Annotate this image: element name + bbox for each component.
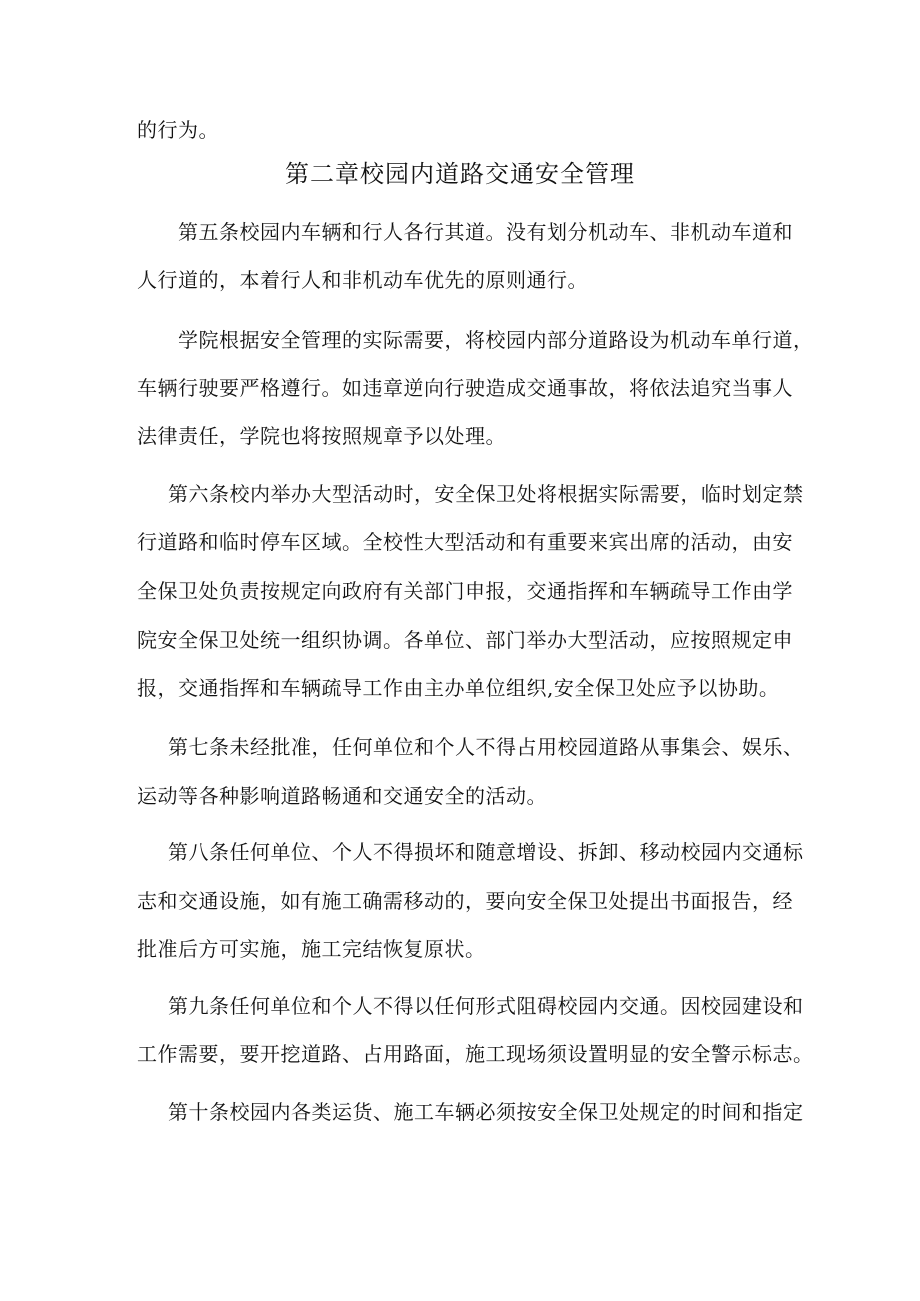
paragraph-line: 法律责任，学院也将按照规章予以处理。 bbox=[137, 424, 506, 448]
paragraph-line: 车辆行驶要严格遵行。如违章逆向行驶造成交通事故，将依法追究当事人 bbox=[137, 376, 793, 400]
paragraph-line: 全保卫处负责按规定向政府有关部门申报，交通指挥和车辆疏导工作由学 bbox=[137, 579, 793, 603]
paragraph-line: 第七条未经批准，任何单位和个人不得占用校园道路从事集会、娱乐、 bbox=[168, 735, 804, 759]
paragraph-line: 报，交通指挥和车辆疏导工作由主办单位组织,安全保卫处应予以协助。 bbox=[137, 676, 780, 700]
paragraph-line: 人行道的，本着行人和非机动车优先的原则通行。 bbox=[137, 268, 588, 292]
paragraph-line: 第十条校园内各类运货、施工车辆必须按安全保卫处规定的时间和指定 bbox=[168, 1100, 804, 1124]
paragraph-line: 工作需要，要开挖道路、占用路面，施工现场须设置明显的安全警示标志。 bbox=[137, 1042, 814, 1066]
paragraph-line: 第五条校园内车辆和行人各行其道。没有划分机动车、非机动车道和 bbox=[178, 220, 793, 244]
paragraph-line: 行道路和临时停车区域。全校性大型活动和有重要来宾出席的活动，由安 bbox=[137, 530, 793, 554]
lead-fragment: 的行为。 bbox=[137, 118, 219, 142]
paragraph-line: 志和交通设施，如有施工确需移动的，要向安全保卫处提出书面报告，经 bbox=[137, 889, 793, 913]
chapter-title: 第二章校园内道路交通安全管理 bbox=[285, 160, 635, 188]
paragraph-line: 第九条任何单位和个人不得以任何形式阻碍校园内交通。因校园建设和 bbox=[168, 994, 804, 1018]
paragraph-line: 第八条任何单位、个人不得损坏和随意增设、拆卸、移动校园内交通标 bbox=[168, 840, 804, 864]
paragraph-line: 学院根据安全管理的实际需要，将校园内部分道路设为机动车单行道， bbox=[178, 328, 814, 352]
paragraph-line: 院安全保卫处统一组织协调。各单位、部门举办大型活动，应按照规定申 bbox=[137, 628, 793, 652]
paragraph-line: 第六条校内举办大型活动时，安全保卫处将根据实际需要，临时划定禁 bbox=[168, 482, 804, 506]
paragraph-line: 运动等各种影响道路畅通和交通安全的活动。 bbox=[137, 784, 547, 808]
paragraph-line: 批准后方可实施，施工完结恢复原状。 bbox=[137, 937, 486, 961]
